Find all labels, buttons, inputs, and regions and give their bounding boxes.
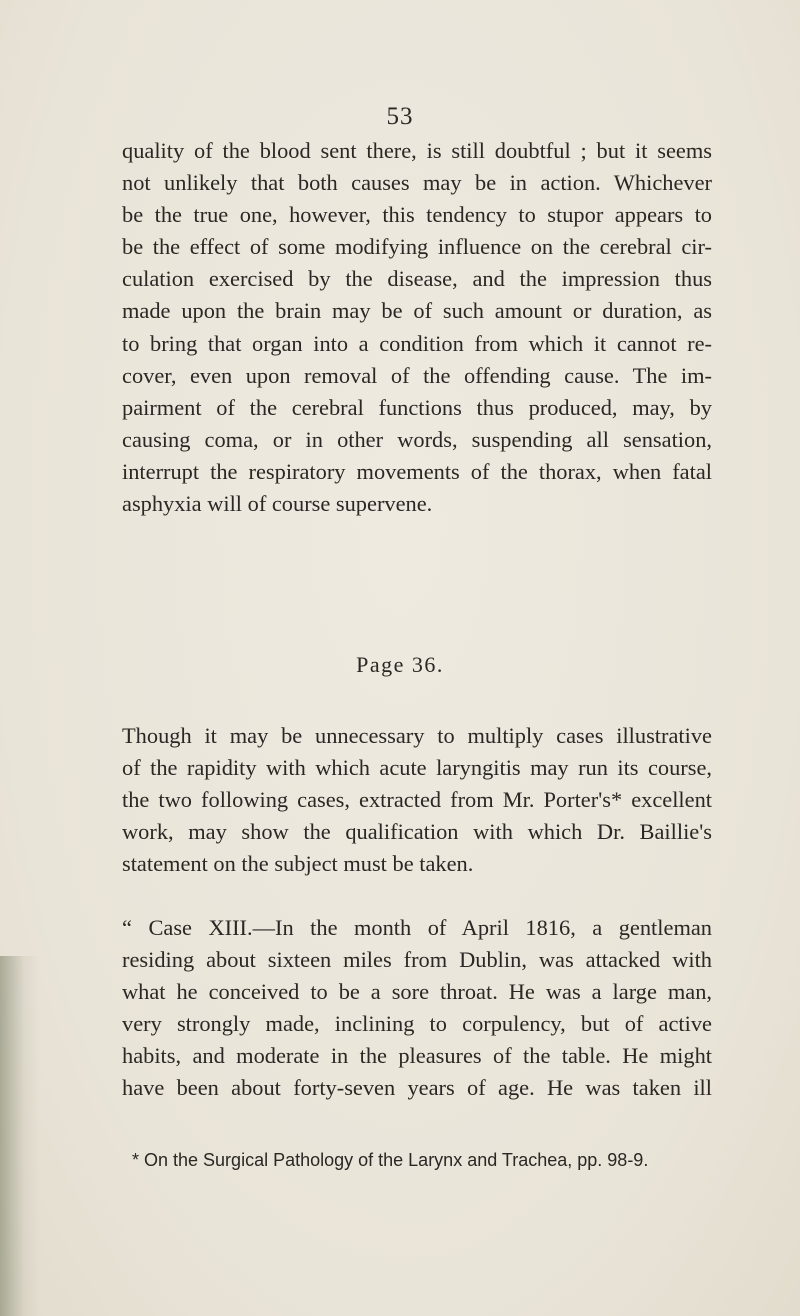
text-line: statement on the subject must be taken. (122, 851, 474, 877)
text-line: be the true one, however, this tendency to stupor appears to (122, 202, 712, 228)
text-line: habits, and moderate in the pleasures of the table. He might (122, 1043, 712, 1069)
text-line: culation exercised by the disease, and the impression thus (122, 266, 712, 292)
paragraph-2 (122, 720, 712, 880)
text-line: not unlikely that both causes may be in action. Whichever (122, 170, 712, 196)
text-line: have been about forty-seven years of age. He was taken ill (122, 1075, 712, 1101)
page-number: 53 (386, 103, 414, 130)
text-line: made upon the brain may be of such amount or duration, as (122, 298, 712, 324)
text-line: be the effect of some modifying influence on the cerebral cir- (122, 234, 712, 260)
text-line: residing about sixteen miles from Dublin, was attacked with (122, 947, 712, 973)
text-line: Though it may be unnecessary to multiply cases illustrative (122, 723, 712, 748)
text-line: work, may show the qualification with which Dr. Baillie's (122, 819, 712, 845)
text-line: “ Case XIII.—In the month of April 1816, a gentleman (122, 915, 712, 940)
page-edge-shadow (0, 956, 40, 1316)
text-line: what he conceived to be a sore throat. He was a large man, (122, 979, 712, 1005)
text-line: cover, even upon removal of the offending cause. The im- (122, 362, 712, 388)
text-line: asphyxia will of course supervene. (122, 491, 433, 517)
text-line: pairment of the cerebral functions thus produced, may, by (122, 394, 712, 420)
text-line: quality of the blood sent there, is still doubtful ; but it seems (122, 138, 712, 163)
text-line: of the rapidity with which acute laryngitis may run its course, (122, 755, 712, 781)
text-line: very strongly made, inclining to corpulency, but of active (122, 1011, 712, 1037)
paragraph-3 (122, 912, 712, 1105)
paragraph-1 (122, 135, 712, 520)
text-line: to bring that organ into a condition from which it cannot re- (122, 330, 712, 356)
footnote: * On the Surgical Pathology of the Larynx and Trachea, pp. 98-9. (132, 1150, 649, 1170)
section-heading: Page 36. (356, 652, 444, 677)
text-line: the two following cases, extracted from Mr. Porter's* excellent (122, 787, 712, 813)
text-line: interrupt the respiratory movements of the thorax, when fatal (122, 458, 712, 484)
text-line: causing coma, or in other words, suspending all sensation, (122, 426, 712, 452)
